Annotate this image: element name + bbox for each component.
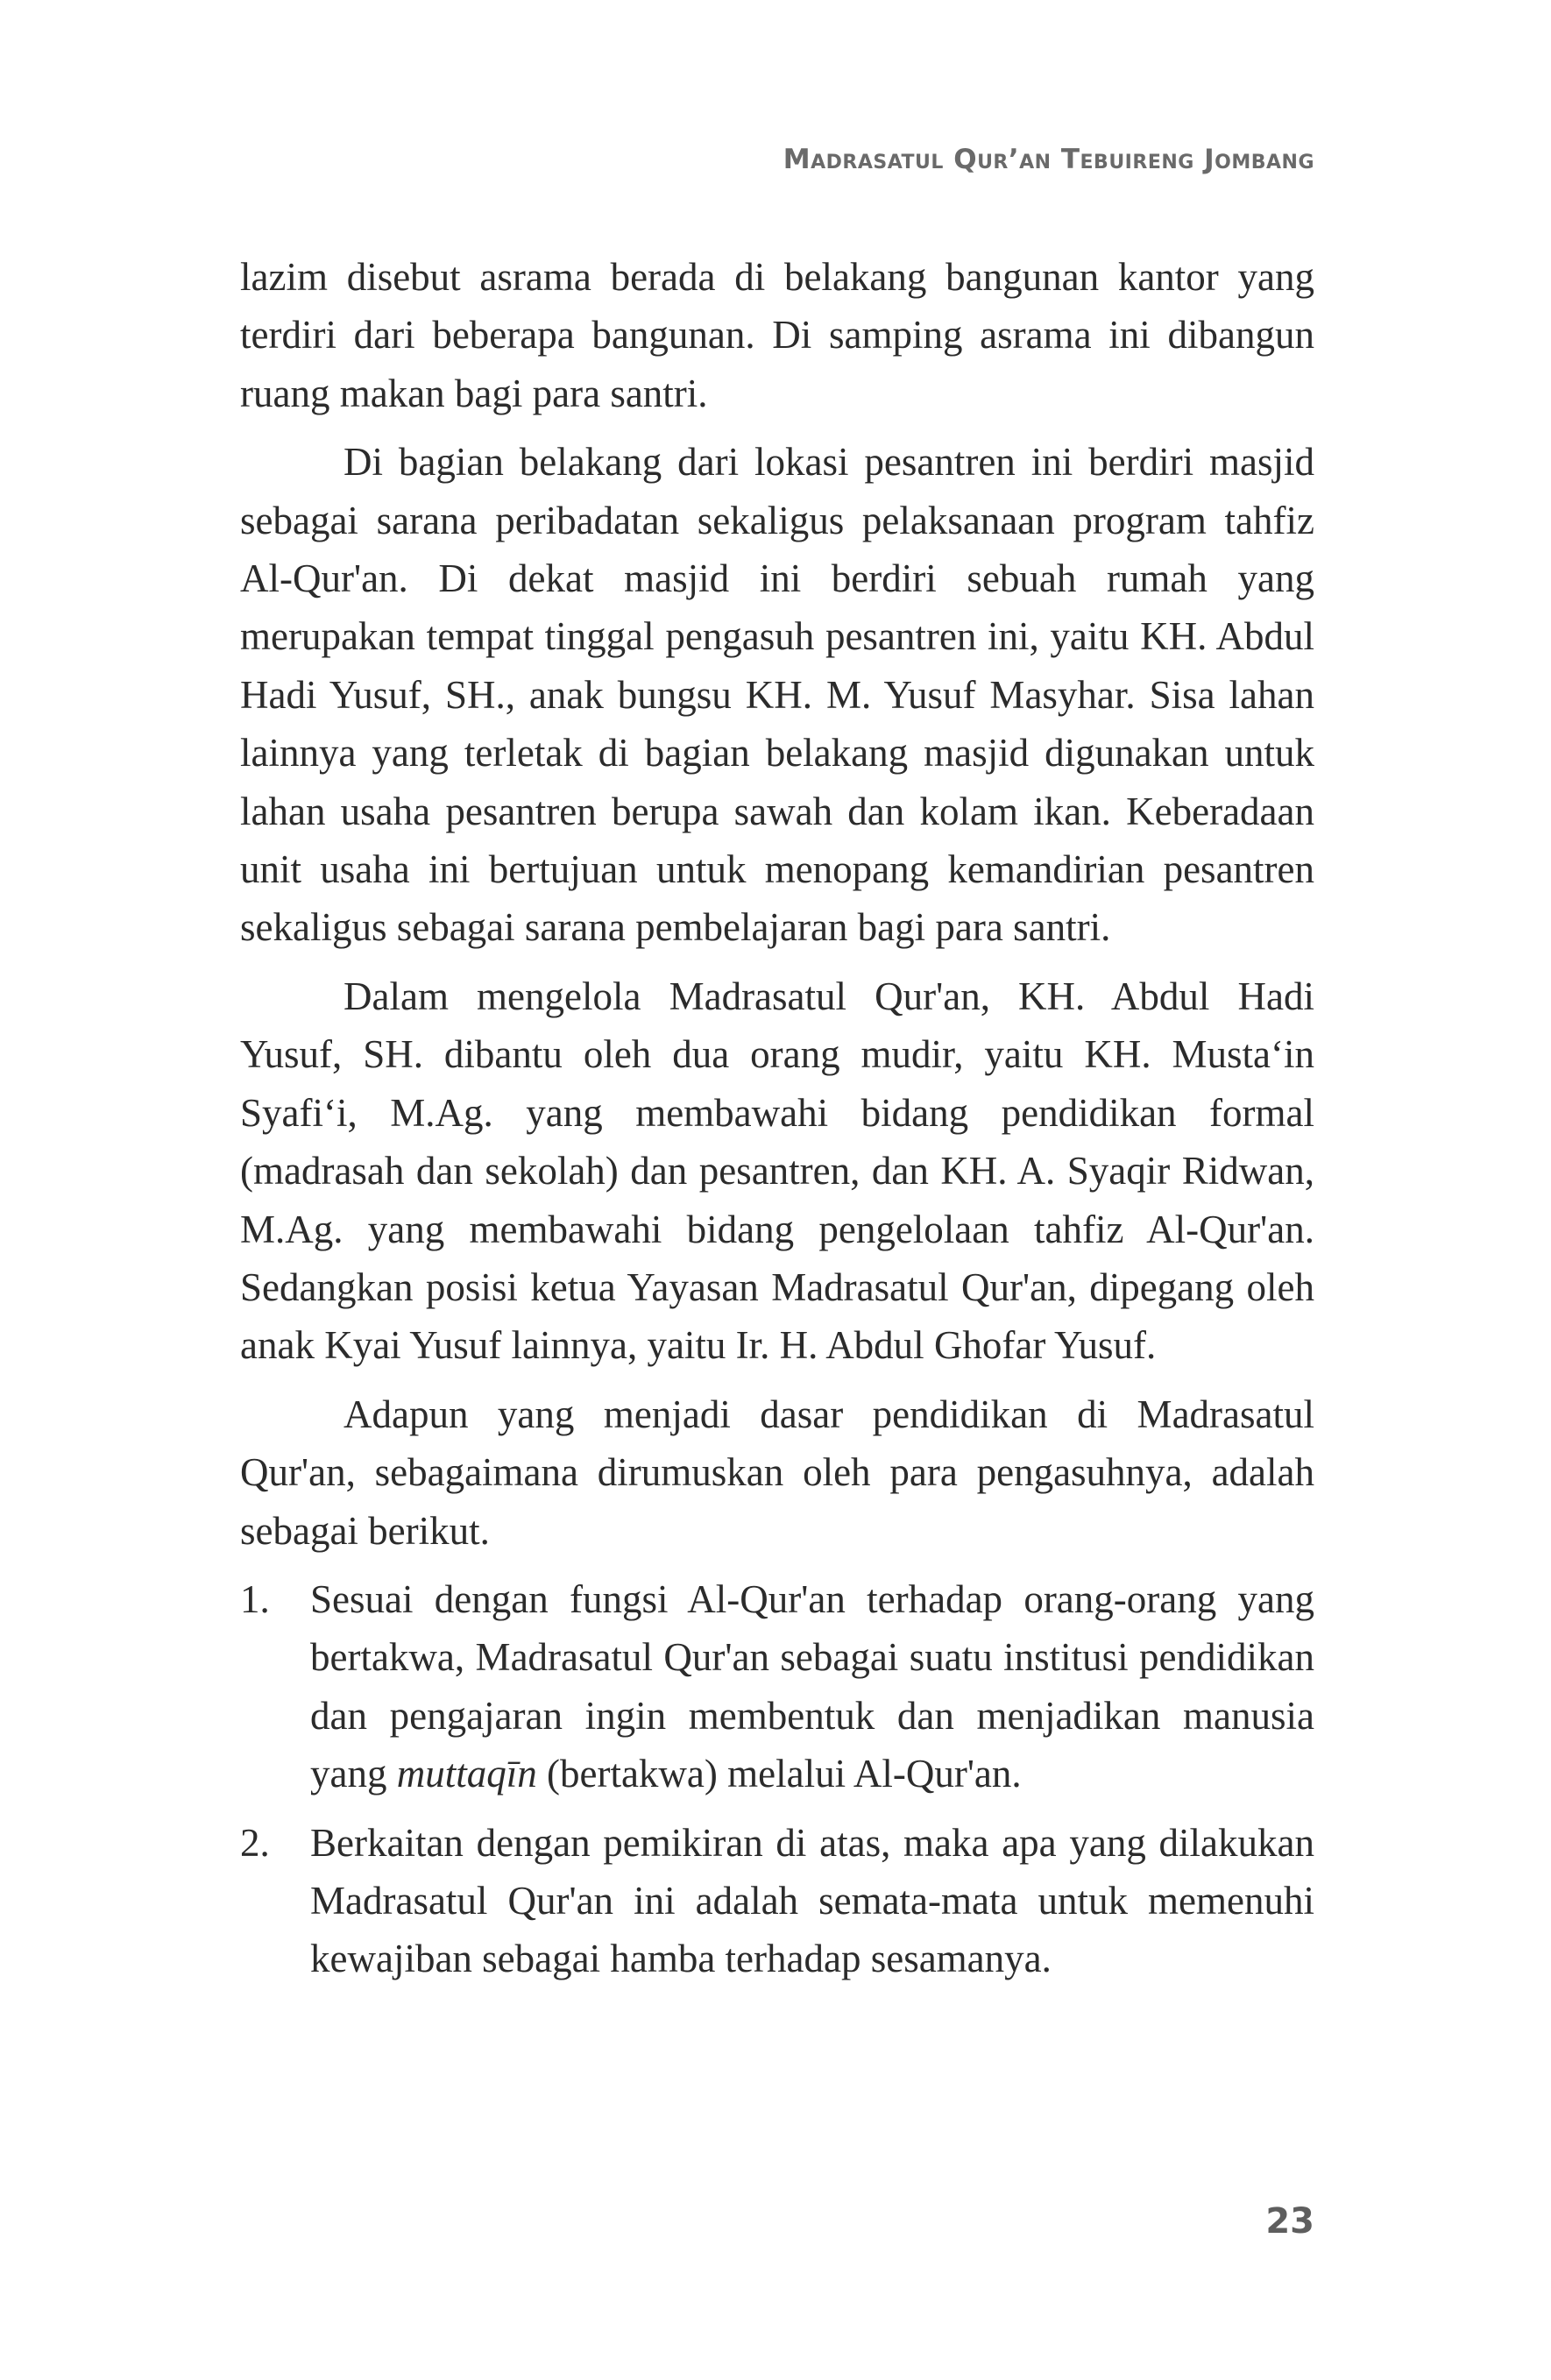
list-item-text-part: Berkaitan dengan pemikiran di atas, maka apa yang dilakukan Madrasatul Qur'an ini adalah semata-mata untuk memenuhi kewajiban sebagai hamba terhadap sesamanya. (310, 1820, 1314, 1981)
list-item-text-part: Sesuai dengan fungsi Al-Qur'an terhadap orang-orang yang bertakwa, Madrasatul Qur'an sebagai suatu institusi pendidikan dan pengajaran ingin membentuk dan menjadikan manusia yang (310, 1576, 1314, 1796)
list-item-text (310, 1570, 1314, 1803)
body-text (240, 248, 1314, 1999)
numbered-list (240, 1570, 1314, 1988)
italic-term: muttaqīn (396, 1752, 537, 1796)
book-page (240, 0, 1314, 2380)
page-number: 23 (1265, 2201, 1314, 2242)
running-header: Madrasatul Qur’an Tebuireng Jombang (783, 144, 1314, 175)
paragraph: Di bagian belakang dari lokasi pesantren ini berdiri masjid sebagai sarana peribadatan sekaligus pelaksanaan program tahfiz Al-Qur'an. Di dekat masjid ini berdiri sebuah rumah yang merupakan tempat tinggal pengasuh pesantren ini, yaitu KH. Abdul Hadi Yusuf, SH., anak bungsu KH. M. Yusuf Masyhar. Sisa lahan lainnya yang terletak di bagian belakang masjid digunakan untuk lahan usaha pesantren berupa sawah dan kolam ikan. Keberadaan unit usaha ini bertujuan untuk menopang kemandirian pesantren sekaligus sebagai sarana pembelajaran bagi para santri. (240, 440, 1314, 950)
list-item-number: 2. (240, 1820, 270, 1865)
list-item (240, 1814, 1314, 1988)
paragraph: Dalam mengelola Madrasatul Qur'an, KH. Abdul Hadi Yusuf, SH. dibantu oleh dua orang mudir, yaitu KH. Musta‘in Syafi‘i, M.Ag. yang membawahi bidang pendidikan formal (madrasah dan sekolah) dan pesantren, dan KH. A. Syaqir Ridwan, M.Ag. yang membawahi bidang pengelolaan tahfiz Al-Qur'an. Sedangkan posisi ketua Yayasan Madrasatul Qur'an, dipegang oleh anak Kyai Yusuf lainnya, yaitu Ir. H. Abdul Ghofar Yusuf. (240, 974, 1314, 1368)
list-item-text-part: (bertakwa) melalui Al-Qur'an. (536, 1752, 1022, 1796)
paragraph-continued: lazim disebut asrama berada di belakang bangunan kantor yang terdiri dari beberapa bangunan. Di samping asrama ini dibangun ruang makan bagi para santri. (240, 255, 1314, 415)
paragraph: Adapun yang menjadi dasar pendidikan di Madrasatul Qur'an, sebagaimana dirumuskan oleh para pengasuhnya, adalah sebagai berikut. (240, 1392, 1314, 1553)
list-item (240, 1570, 1314, 1803)
list-item-text (310, 1814, 1314, 1988)
list-item-number: 1. (240, 1576, 270, 1621)
